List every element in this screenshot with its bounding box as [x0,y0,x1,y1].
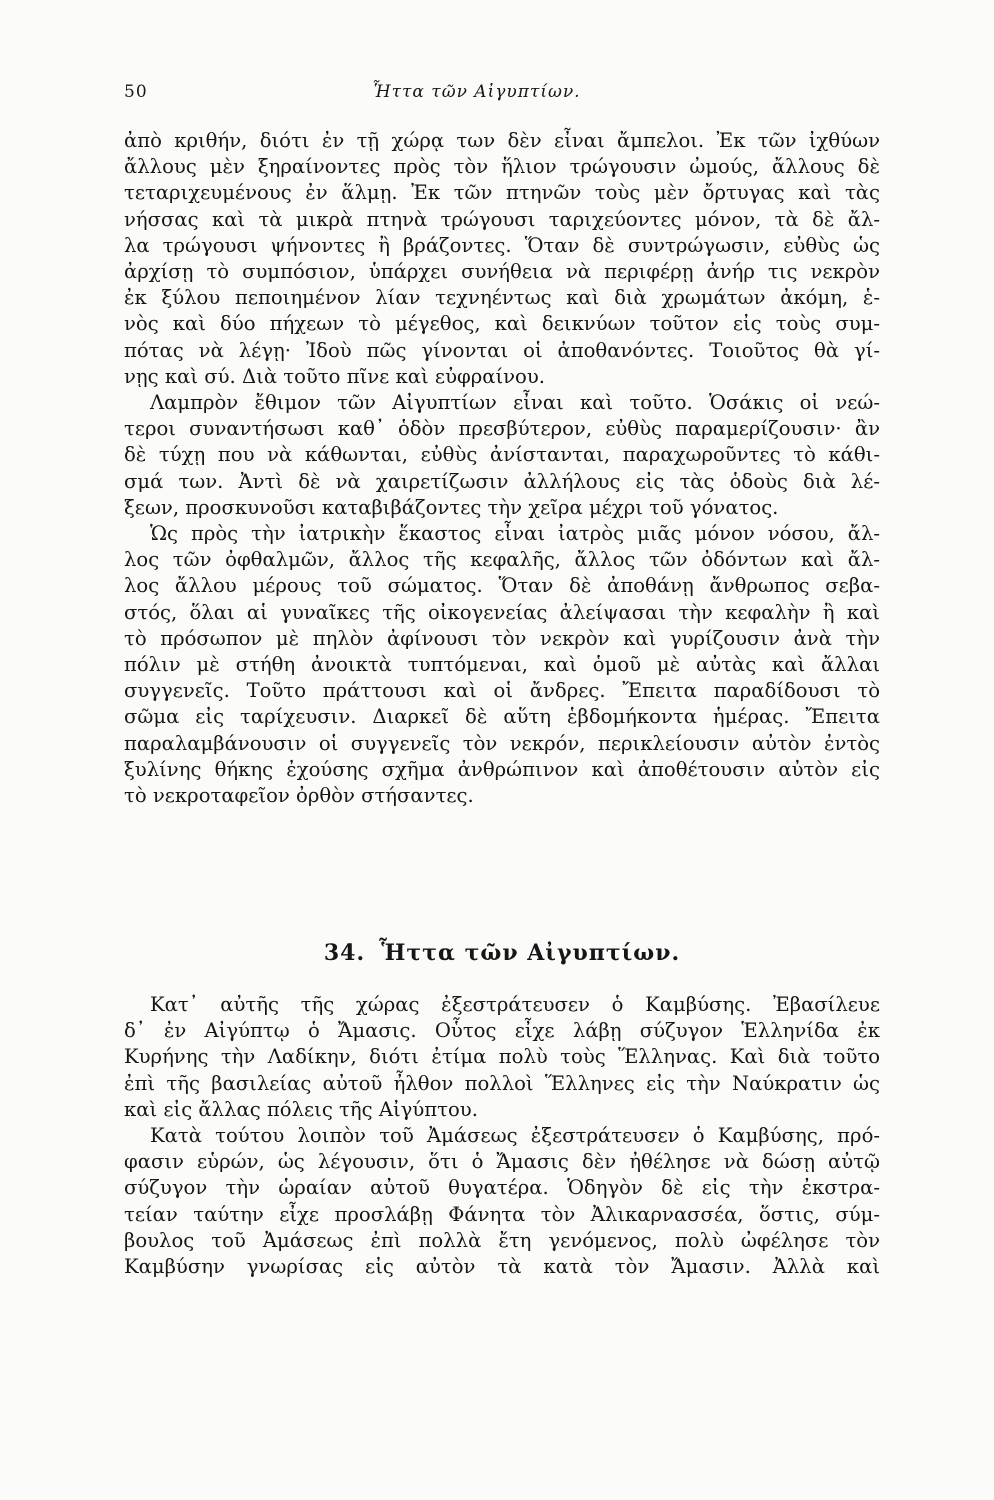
text-line: λος τῶν ὀφθαλμῶν, ἄλλος τῆς κεφαλῆς, ἄλλος τῶν ὀδόντων καὶ ἄλ- [124,548,880,572]
paragraph-amasis [124,992,880,1123]
text-line: τεροι συναντήσωσι καθ᾽ ὁδὸν πρεσβύτερον, εὐθὺς παραμερίζουσιν· ἂν [124,417,880,441]
text-line: ἀπὸ κριθήν, διότι ἐν τῇ χώρᾳ των δὲν εἶναι ἄμπελοι. Ἐκ τῶν ἰχθύων [124,129,880,152]
text-line: Καμβύσην γνωρίσας εἰς αὐτὸν τὰ κατὰ τὸν Ἄμασιν. Ἀλλὰ καὶ [124,1255,880,1279]
text-line: Ὡς πρὸς τὴν ἰατρικὴν ἕκαστος εἶναι ἰατρὸς μιᾶς μόνον νόσου, ἄλ- [150,522,880,546]
text-line: δ᾽ ἐν Αἰγύπτῳ ὁ Ἄμασις. Οὗτος εἶχε λάβῃ σύζυγον Ἑλληνίδα ἐκ [124,1019,880,1043]
text-line: σῶμα εἰς ταρίχευσιν. Διαρκεῖ δὲ αὕτη ἑβδομήκοντα ἡμέρας. Ἔπειτα [124,705,880,729]
text-line: νῃς καὶ σύ. Διὰ τοῦτο πῖνε καὶ εὐφραίνου. [124,364,545,388]
text-line: βουλος τοῦ Ἀμάσεως ἐπὶ πολλὰ ἔτη γενόμενος, πολὺ ὠφέλησε τὸν [124,1228,880,1252]
text-line: σύζυγον τὴν ὡραίαν αὐτοῦ θυγατέρα. Ὁδηγὸν δὲ εἰς τὴν ἐκστρα- [124,1176,880,1200]
text-line: σμά των. Ἀντὶ δὲ νὰ χαιρετίζωσιν ἀλλήλους εἰς τὰς ὁδοὺς διὰ λέ- [124,469,880,493]
text-line: Λαμπρὸν ἔθιμον τῶν Αἰγυπτίων εἶναι καὶ τοῦτο. Ὁσάκις οἱ νεώ- [150,391,880,415]
text-line: ἐκ ξύλου πεποιημένον λίαν τεχνηέντως καὶ διὰ χρωμάτων ἀκόμη, ἑ- [124,286,880,310]
text-line: νήσσας καὶ τὰ μικρὰ πτηνὰ τρώγουσι ταριχεύοντες μόνον, τὰ δὲ ἄλ- [124,207,880,231]
text-line: συγγενεῖς. Τοῦτο πράττουσι καὶ οἱ ἄνδρες. Ἔπειτα παραδίδουσι τὸ [124,679,880,703]
text-line: ἄλλους μὲν ξηραίνοντες πρὸς τὸν ἥλιον τρώγουσιν ὠμούς, ἄλλους δὲ [124,155,880,179]
text-line: παραλαμβάνουσιν οἱ συγγενεῖς τὸν νεκρόν, περικλείουσιν αὐτὸν ἐντὸς [124,731,880,755]
text-line: ἀρχίσῃ τὸ συμπόσιον, ὑπάρχει συνήθεια νὰ περιφέρῃ ἀνήρ τις νεκρὸν [124,260,880,284]
text-line: στός, ὅλαι αἱ γυναῖκες τῆς οἰκογενείας ἀλείψασαι τὴν κεφαλὴν ἢ καὶ [124,600,880,624]
text-line: καὶ εἰς ἄλλας πόλεις τῆς Αἰγύπτου. [124,1097,478,1121]
text-line: Κατὰ τούτου λοιπὸν τοῦ Ἀμάσεως ἐξεστράτευσεν ὁ Καμβύσης, πρό- [150,1124,880,1148]
section-heading [124,940,880,966]
text-line: ξυλίνης θήκης ἐχούσης σχῆμα ἀνθρώπινον καὶ ἀποθέτουσιν αὐτὸν εἰς [124,757,880,781]
page-number: 50 [124,82,148,102]
text-line: Κατ᾽ αὐτῆς τῆς χώρας ἐξεστράτευσεν ὁ Καμβύσης. Ἐβασίλευε [150,993,880,1016]
text-line: τὸ πρόσωπον μὲ πηλὸν ἀφίνουσι τὸν νεκρὸν καὶ γυρίζουσιν ἀνὰ τὴν [124,626,880,650]
section-title: Ἧττα τῶν Αἰγυπτίων. [379,940,681,966]
running-title: Ἧττα τῶν Αἰγυπτίων. [372,82,581,102]
text-line: τείαν ταύτην εἶχε προσλάβῃ Φάνητα τὸν Ἀλικαρνασσέα, ὅστις, σύμ- [124,1202,880,1226]
text-line: πότας νὰ λέγῃ· Ἰδοὺ πῶς γίνονται οἱ ἀποθανόντες. Τοιοῦτος θὰ γί- [124,338,880,362]
text-line: νὸς καὶ δύο πήχεων τὸ μέγεθος, καὶ δεικνύων τοῦτον εἰς τοὺς συμ- [124,312,880,336]
text-line: δὲ τύχῃ που νὰ κάθωνται, εὐθὺς ἀνίστανται, παραχωροῦντες τὸ κάθι- [124,443,880,467]
text-line: φασιν εὑρών, ὡς λέγουσιν, ὅτι ὁ Ἄμασις δὲν ἠθέλησε νὰ δώσῃ αὐτῷ [124,1150,880,1174]
text-line: λος ἄλλου μέρους τοῦ σώματος. Ὅταν δὲ ἀποθάνῃ ἄνθρωπος σεβα- [124,574,880,598]
text-line: πόλιν μὲ στήθη ἀνοικτὰ τυπτόμεναι, καὶ ὁμοῦ μὲ αὐτὰς καὶ ἄλλαι [124,653,880,677]
chapter-33-text [124,128,880,809]
text-line: ἐπὶ τῆς βασιλείας αὐτοῦ ἦλθον πολλοὶ Ἕλληνες εἰς τὴν Ναύκρατιν ὡς [124,1071,880,1095]
chapter-34-text [124,992,880,1280]
text-line: λα τρώγουσι ψήνοντες ἢ βράζοντες. Ὅταν δὲ συντρώγωσιν, εὐθὺς ὡς [124,233,880,257]
text-line: Κυρήνης τὴν Λαδίκην, διότι ἐτίμα πολὺ τοὺς Ἕλληνας. Καὶ διὰ τοῦτο [124,1045,880,1069]
paragraph-campaign [124,1123,880,1280]
text-line: τὸ νεκροταφεῖον ὀρθὸν στήσαντες. [124,784,474,808]
text-line: ξεων, προσκυνοῦσι καταβιβάζοντες τὴν χεῖρα μέχρι τοῦ γόνατος. [124,495,779,519]
paragraph-customs [124,390,880,521]
page-header [124,82,884,112]
text-line: τεταριχευμένους ἐν ἅλμῃ. Ἐκ τῶν πτηνῶν τοὺς μὲν ὄρτυγας καὶ τὰς [124,181,880,205]
section-number: 34. [323,940,366,966]
paragraph-medicine [124,521,880,809]
paragraph-food [124,128,880,390]
